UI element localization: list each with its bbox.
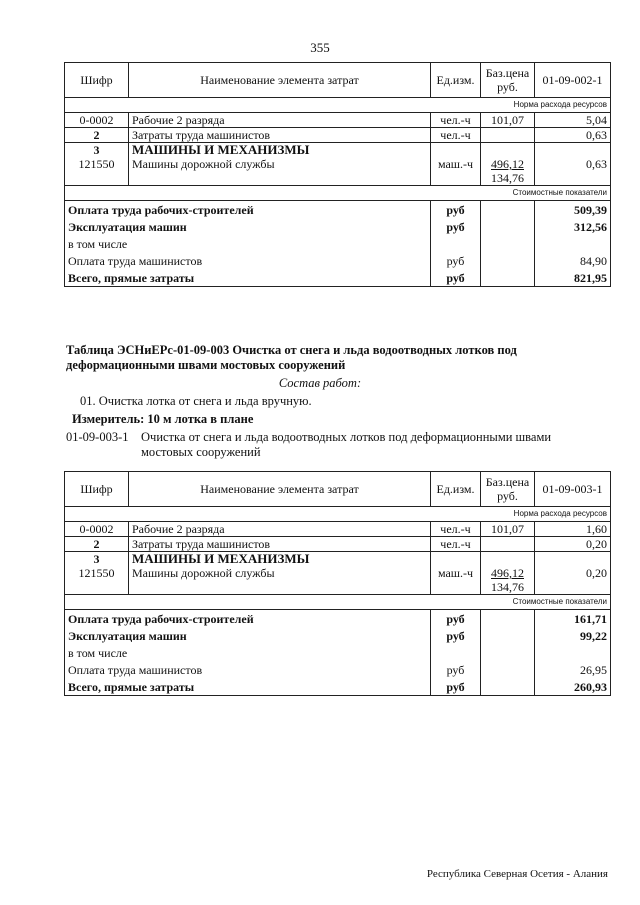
code-desc: Очистка от снега и льда водоотводных лотков под деформационными швами мостовых сооружений bbox=[141, 430, 552, 459]
cost-name: Всего, прямые затраты bbox=[65, 678, 431, 696]
cost-unit: руб bbox=[431, 627, 481, 644]
machine-value: 0,20 bbox=[535, 566, 611, 595]
resource-table-1 bbox=[64, 62, 611, 287]
row-value: 1,60 bbox=[535, 522, 611, 537]
cost-value: 821,95 bbox=[535, 269, 611, 287]
cost-name: Эксплуатация машин bbox=[65, 627, 431, 644]
cost-name: Эксплуатация машин bbox=[65, 218, 431, 235]
norm-label: Норма расхода ресурсов bbox=[65, 507, 611, 522]
machine-price: 496,12 134,76 bbox=[481, 157, 535, 186]
resource-table-2 bbox=[64, 471, 611, 696]
machine-code: 121550 bbox=[65, 157, 129, 186]
row-price: 101,07 bbox=[481, 522, 535, 537]
group-code: 3 bbox=[65, 143, 129, 158]
row-price: 101,07 bbox=[481, 113, 535, 128]
group-name: МАШИНЫ И МЕХАНИЗМЫ bbox=[129, 143, 431, 158]
row-unit: чел.-ч bbox=[431, 522, 481, 537]
cost-label: Стоимостные показатели bbox=[65, 186, 611, 201]
row-unit: чел.-ч bbox=[431, 537, 481, 552]
header-price: Баз.цена руб. bbox=[481, 472, 535, 507]
group-code: 3 bbox=[65, 552, 129, 567]
row-code: 0-0002 bbox=[65, 522, 129, 537]
row-name: Затраты труда машинистов bbox=[129, 537, 431, 552]
norm-code: 01-09-003-1 bbox=[535, 472, 611, 507]
cost-unit bbox=[431, 235, 481, 252]
cost-unit: руб bbox=[431, 678, 481, 696]
cost-name: Оплата труда рабочих-строителей bbox=[65, 610, 431, 628]
machine-value: 0,63 bbox=[535, 157, 611, 186]
cost-name: Оплата труда машинистов bbox=[65, 661, 431, 678]
header-name: Наименование элемента затрат bbox=[129, 472, 431, 507]
header-code: Шифр bbox=[65, 472, 129, 507]
header-name: Наименование элемента затрат bbox=[129, 63, 431, 98]
row-code: 2 bbox=[65, 128, 129, 143]
norm-code: 01-09-002-1 bbox=[535, 63, 611, 98]
page-number: 355 bbox=[310, 40, 330, 55]
row-name: Рабочие 2 разряда bbox=[129, 113, 431, 128]
row-price bbox=[481, 128, 535, 143]
row-name: Рабочие 2 разряда bbox=[129, 522, 431, 537]
cost-unit: руб bbox=[431, 610, 481, 628]
norm-label: Норма расхода ресурсов bbox=[65, 98, 611, 113]
header-unit: Ед.изм. bbox=[431, 472, 481, 507]
cost-value: 509,39 bbox=[535, 201, 611, 219]
cost-label: Стоимостные показатели bbox=[65, 595, 611, 610]
machine-name: Машины дорожной службы bbox=[129, 157, 431, 186]
cost-value: 312,56 bbox=[535, 218, 611, 235]
cost-value bbox=[535, 235, 611, 252]
page-footer: Республика Северная Осетия - Алания bbox=[426, 868, 608, 880]
row-value: 0,63 bbox=[535, 128, 611, 143]
cost-value: 84,90 bbox=[535, 252, 611, 269]
row-value: 5,04 bbox=[535, 113, 611, 128]
cost-name: Оплата труда машинистов bbox=[65, 252, 431, 269]
machine-price: 496,12 134,76 bbox=[481, 566, 535, 595]
row-code: 0-0002 bbox=[65, 113, 129, 128]
machine-name: Машины дорожной службы bbox=[129, 566, 431, 595]
row-unit: чел.-ч bbox=[431, 128, 481, 143]
cost-unit: руб bbox=[431, 252, 481, 269]
header-unit: Ед.изм. bbox=[431, 63, 481, 98]
header-code: Шифр bbox=[65, 63, 129, 98]
header-price: Баз.цена руб. bbox=[481, 63, 535, 98]
row-unit: чел.-ч bbox=[431, 113, 481, 128]
row-value: 0,20 bbox=[535, 537, 611, 552]
measurer: Измеритель: 10 м лотка в плане bbox=[72, 412, 254, 426]
cost-unit: руб bbox=[431, 269, 481, 287]
work-item: 01. Очистка лотка от снега и льда вручную. bbox=[80, 394, 312, 408]
work-heading: Состав работ: bbox=[278, 376, 362, 390]
cost-name: в том числе bbox=[65, 235, 431, 252]
machine-code: 121550 bbox=[65, 566, 129, 595]
row-name: Затраты труда машинистов bbox=[129, 128, 431, 143]
row-code: 2 bbox=[65, 537, 129, 552]
machine-unit: маш.-ч bbox=[431, 566, 481, 595]
cost-value: 161,71 bbox=[535, 610, 611, 628]
cost-value bbox=[535, 644, 611, 661]
code-ref: 01-09-003-1 bbox=[66, 430, 129, 444]
cost-name: Всего, прямые затраты bbox=[65, 269, 431, 287]
machine-unit: маш.-ч bbox=[431, 157, 481, 186]
cost-value: 260,93 bbox=[535, 678, 611, 696]
group-name: МАШИНЫ И МЕХАНИЗМЫ bbox=[129, 552, 431, 567]
section-title: Таблица ЭСНиЕРс-01-09-003 Очистка от снега и льда водоотводных лотков под деформационными швами мостовых сооружений bbox=[66, 343, 517, 372]
cost-value: 99,22 bbox=[535, 627, 611, 644]
cost-name: в том числе bbox=[65, 644, 431, 661]
cost-unit: руб bbox=[431, 218, 481, 235]
cost-unit bbox=[431, 644, 481, 661]
cost-name: Оплата труда рабочих-строителей bbox=[65, 201, 431, 219]
cost-unit: руб bbox=[431, 201, 481, 219]
cost-value: 26,95 bbox=[535, 661, 611, 678]
cost-unit: руб bbox=[431, 661, 481, 678]
row-price bbox=[481, 537, 535, 552]
